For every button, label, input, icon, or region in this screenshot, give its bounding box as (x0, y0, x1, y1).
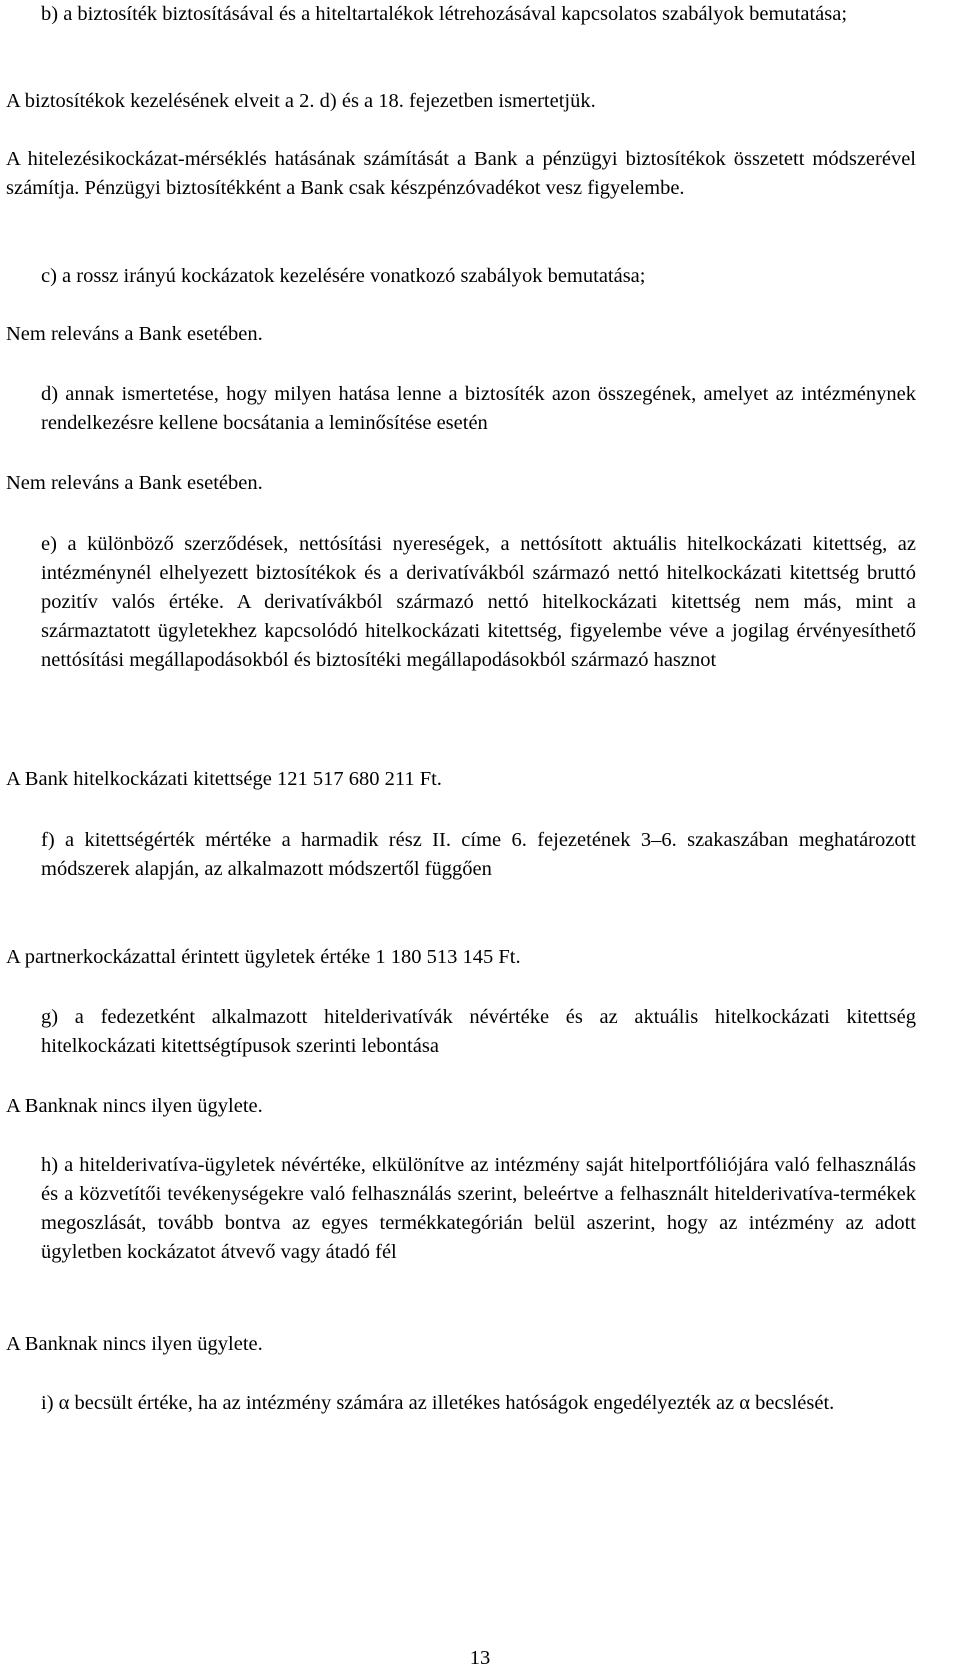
paragraph-i-title: i) α becsült értéke, ha az intézmény számára az illetékes hatóságok engedélyezték az α becslését. (41, 1392, 835, 1414)
paragraph-c-answer: Nem releváns a Bank esetében. (6, 323, 263, 345)
paragraph-b-body: A hitelezésikockázat-mérséklés hatásának számítását a Bank a pénzügyi biztosítékok összetett módszerével számítja. Pénzügyi biztosítékként a Bank csak készpénzóvadékot vesz figyelembe. (6, 148, 916, 199)
paragraph-g-answer: A Banknak nincs ilyen ügylete. (6, 1095, 263, 1117)
paragraph-d-answer: Nem releváns a Bank esetében. (6, 472, 263, 494)
paragraph-f-answer: A partnerkockázattal érintett ügyletek értéke 1 180 513 145 Ft. (6, 946, 521, 968)
paragraph-b-reference: A biztosítékok kezelésének elveit a 2. d) és a 18. fejezetben ismertetjük. (6, 90, 596, 112)
paragraph-g-title: g) a fedezetként alkalmazott hitelderivatívák névértéke és az aktuális hitelkockázati kitettség hitelkockázati kitettségtípusok szerinti lebontása (41, 1006, 916, 1057)
paragraph-h-title: h) a hitelderivatíva-ügyletek névértéke, elkülönítve az intézmény saját hitelportfóliójára való felhasználás és a közvetítői tevékenységekre való felhasználás szerint, beleértve a felhasznált hitelderivatíva-termékek megoszlását, tovább bontva az egyes termékkategórián belül aszerint, hogy az intézmény az adott ügyletben kockázatot átvevő vagy átadó fél (41, 1154, 916, 1263)
paragraph-e-title: e) a különböző szerződések, nettósítási nyereségek, a nettósított aktuális hitelkockázati kitettség, az intézménynél elhelyezett biztosítékok és a derivatívákból származó nettó hitelkockázati kitettség bruttó pozitív valós értéke. A derivatívákból származó nettó hitelkockázati kitettség nem más, mint a származtatott ügyletekhez kapcsolódó hitelkockázati kitettség, figyelembe véve a jogilag érvényesíthető nettósítási megállapodásokból és biztosítéki megállapodásokból származó hasznot (41, 533, 916, 671)
paragraph-h-answer: A Banknak nincs ilyen ügylete. (6, 1333, 263, 1355)
page-number: 13 (469, 1647, 491, 1669)
paragraph-c-title: c) a rossz irányú kockázatok kezelésére vonatkozó szabályok bemutatása; (41, 265, 646, 287)
paragraph-f-title: f) a kitettségérték mértéke a harmadik rész II. címe 6. fejezetének 3–6. szakaszában meghatározott módszerek alapján, az alkalmazott módszertől függően (41, 829, 916, 880)
paragraph-b-title: b) a biztosíték biztosításával és a hiteltartalékok létrehozásával kapcsolatos szabályok bemutatása; (41, 3, 848, 25)
paragraph-e-answer: A Bank hitelkockázati kitettsége 121 517 680 211 Ft. (6, 768, 442, 790)
paragraph-d-title: d) annak ismertetése, hogy milyen hatása lenne a biztosíték azon összegének, amelyet az intézménynek rendelkezésre kellene bocsátania a leminősítése esetén (41, 383, 916, 434)
